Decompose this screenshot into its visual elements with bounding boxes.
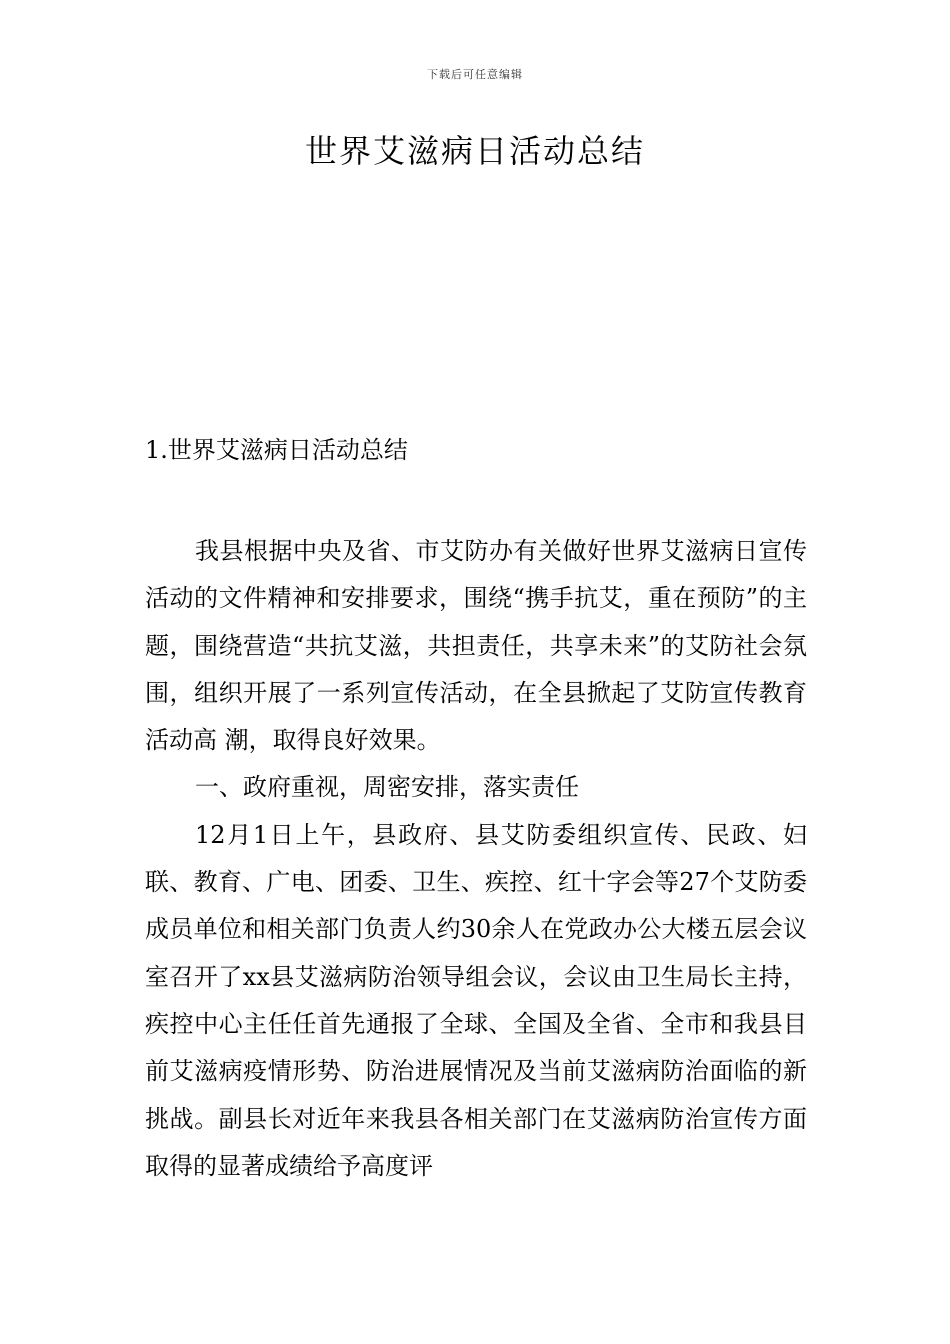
header-note: 下载后可任意编辑: [427, 68, 523, 81]
paragraph-intro: 我县根据中央及省、市艾防办有关做好世界艾滋病日宣传活动的文件精神和安排要求，围绕“携手抗艾，重在预防”的主题，围绕营造“共抗艾滋，共担责任，共享未来”的艾防社会氛围，组织开展了一系列宣传活动，在全县掀起了艾防宣传教育活动高 潮，取得良好效果。: [145, 537, 807, 755]
paragraph-meeting: 12月1日上午，县政府、县艾防委组织宣传、民政、妇联、教育、广电、团委、卫生、疾控、红十字会等27个艾防委成员单位和相关部门负责人约30余人在党政办公大楼五层会议室召开了xx县艾滋病防治领导组会议，会议由卫生局长主持，疾控中心主任任首先通报了全球、全国及全省、全市和我县目前艾滋病疫情形势、防治进展情况及当前艾滋病防治面临的新挑战。副县长对近年来我县各相关部门在艾滋病防治宣传方面取得的显著成绩给予高度评: [145, 820, 807, 1180]
section-heading: 1.世界艾滋病日活动总结: [145, 436, 408, 464]
document-title: 世界艾滋病日活动总结: [304, 132, 645, 170]
paragraph-subheading: 一、政府重视，周密安排，落实责任: [195, 773, 579, 802]
body-text: [145, 528, 807, 1190]
